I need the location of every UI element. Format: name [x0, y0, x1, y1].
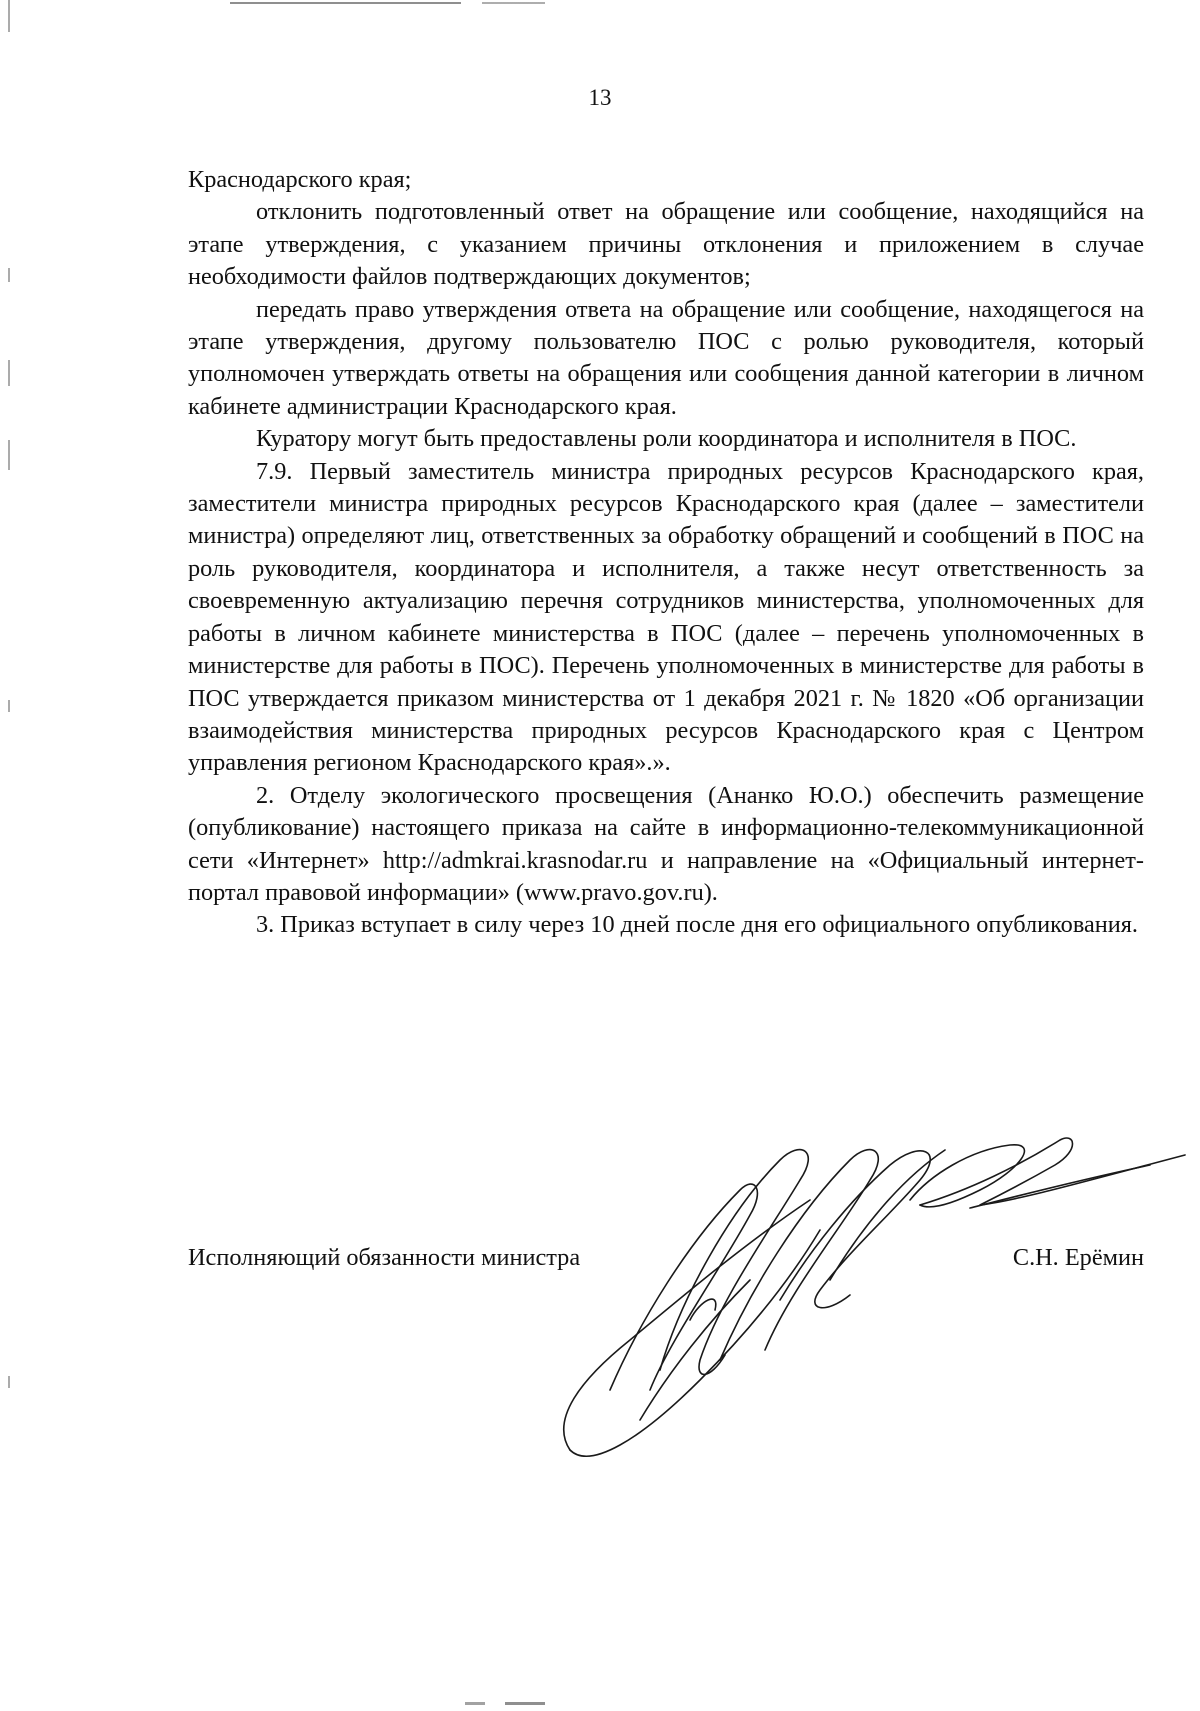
signer-name: С.Н. Ерёмин: [1012, 1244, 1144, 1271]
scan-margin-mark: [8, 360, 10, 386]
handwritten-signature: [550, 1120, 1190, 1480]
paragraph: отклонить подготовленный ответ на обращение или сообщение, находящийся на этапе утверждения, с указанием причины отклонения и приложением в случае необходимости файлов подтверждающих документов;: [188, 198, 1144, 291]
paragraph: 7.9. Первый заместитель министра природных ресурсов Краснодарского края, заместители министра природных ресурсов Краснодарского края (далее – заместители министра) определяют лиц, ответственных за обработку обращений и сообщений в ПОС на роль руководителя, координатора и исполнителя, а также несут ответственность за своевременную актуализацию перечня сотрудников министерства, уполномоченных для работы в личном кабинете министерства в ПОС (далее – перечень уполномоченных в министерстве для работы в ПОС). Перечень уполномоченных в министерстве для работы в ПОС утверждается приказом министерства от 1 декабря 2021 г. № 1820 «Об организации взаимодействия министерства природных ресурсов Краснодарского края с Центром управления регионом Краснодарского края».».: [188, 457, 1144, 777]
body-text: [188, 164, 1144, 942]
scan-margin-mark: [8, 440, 10, 470]
scan-edge-bottom: [465, 1702, 565, 1705]
page-number: 13: [588, 85, 612, 110]
paragraph: 2. Отделу экологического просвещения (Ананко Ю.О.) обеспечить размещение (опубликование) настоящего приказа на сайте в информационно-телекоммуникационной сети «Интернет» http://admkrai.krasnodar.ru и направление на «Официальный интернет-портал правовой информации» (www.pravo.gov.ru).: [188, 781, 1144, 906]
scan-margin-mark: [8, 268, 10, 282]
scan-margin-mark: [8, 700, 10, 712]
scan-margin-mark: [8, 0, 10, 32]
paragraph: 3. Приказ вступает в силу через 10 дней после дня его официального опубликования.: [256, 911, 1139, 939]
signer-title: Исполняющий обязанности министра: [188, 1244, 581, 1271]
paragraph: Краснодарского края;: [188, 166, 412, 193]
scan-edge-top: [230, 2, 650, 4]
scan-margin-mark: [8, 1376, 10, 1388]
paragraph: передать право утверждения ответа на обращение или сообщение, находящегося на этапе утверждения, другому пользователю ПОС с ролью руководителя, который уполномочен утверждать ответы на обращения или сообщения данной категории в личном кабинете администрации Краснодарского края.: [188, 295, 1144, 420]
paragraph: Куратору могут быть предоставлены роли координатора и исполнителя в ПОС.: [256, 425, 1077, 453]
